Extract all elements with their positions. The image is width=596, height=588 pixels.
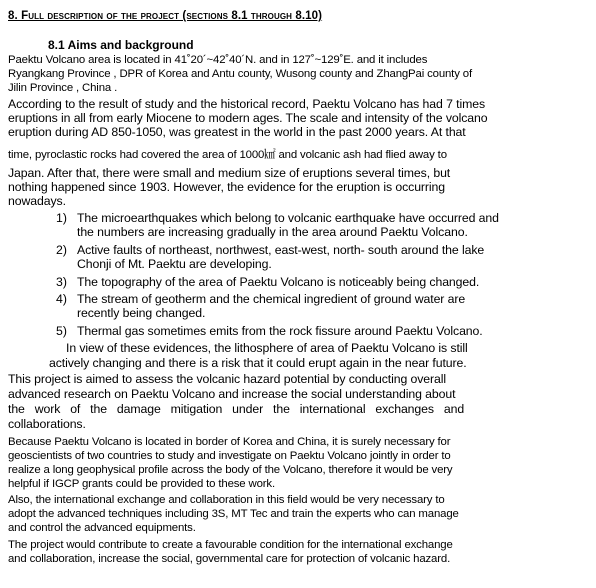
paragraph-line: realize a long geophysical profile across the body of the Volcano, therefore it would be very <box>8 464 453 476</box>
paragraph-line: actively changing and there is a risk that it could erupt again in the near future. <box>49 356 467 370</box>
paragraph-line: Because Paektu Volcano is located in border of Korea and China, it is surely necessary for <box>8 436 451 448</box>
list-item-line: recently being changed. <box>77 306 206 320</box>
list-number: 2) <box>56 243 67 257</box>
paragraph-line: the work of the damage mitigation under the international exchanges and <box>8 402 465 416</box>
list-item-line: Chonji of Mt. Paektu are developing. <box>77 257 272 271</box>
list-item-line: Active faults of northeast, northwest, east-west, north- south around the lake <box>77 243 485 257</box>
paragraph-line: Also, the international exchange and collaboration in this field would be very necessary to <box>8 494 445 506</box>
paragraph-line: geoscientists of two countries to study and investigate on Paektu Volcano jointly in order to <box>8 450 451 462</box>
paragraph-line: and collaboration, increase the social, governmental care for protection of volcanic hazard. <box>8 553 451 565</box>
paragraph-line: and control the advanced equipments. <box>8 522 196 534</box>
section-title: 8. Full description of the project (sections 8.1 through 8.10) <box>8 10 323 22</box>
paragraph-line: eruption during AD 850-1050, was greatest in the world in the past 2000 years. At that <box>8 125 466 139</box>
paragraph-line: collaborations. <box>8 417 86 431</box>
paragraph-line: eruptions in all from early Miocene to modern ages. The scale and intensity of the volcano <box>8 111 488 125</box>
list-item-line: The microearthquakes which belong to volcanic earthquake have occurred and <box>77 211 499 225</box>
paragraph-line: In view of these evidences, the lithosphere of area of Paektu Volcano is still <box>66 341 468 355</box>
paragraph-line: helpful if IGCP grants could be provided to these work. <box>8 478 275 490</box>
paragraph-line: nothing happened since 1903. However, the evidence for the eruption is occurring <box>8 180 446 194</box>
paragraph-line: Ryangkang Province , DPR of Korea and Antu county, Wusong county and ZhangPai county of <box>8 68 472 80</box>
paragraph-line: This project is aimed to assess the volcanic hazard potential by conducting overall <box>8 372 447 386</box>
list-number: 5) <box>56 324 67 338</box>
list-number: 1) <box>56 211 67 225</box>
paragraph-line: The project would contribute to create a favourable condition for the international exchange <box>8 539 453 551</box>
paragraph-line: adopt the advanced techniques including 3S, MT Tec and train the experts who can manage <box>8 508 459 520</box>
list-item-line: The stream of geotherm and the chemical ingredient of ground water are <box>77 292 466 306</box>
paragraph-line: nowadays. <box>8 194 66 208</box>
paragraph-line: Paektu Volcano area is located in 41˚20´~42˚40´N. and in 127˚~129˚E. and it includes <box>8 54 428 66</box>
subheading: 8.1 Aims and background <box>48 38 194 52</box>
paragraph-line: time, pyroclastic rocks had covered the area of 1000㎢ and volcanic ash had flied away to <box>8 149 447 161</box>
list-item-line: The topography of the area of Paektu Volcano is noticeably being changed. <box>77 275 480 289</box>
paragraph-line: advanced research on Paektu Volcano and increase the social understanding about <box>8 387 456 401</box>
list-item-line: the numbers are increasing gradually in the area around Paektu Volcano. <box>77 225 468 239</box>
list-item-line: Thermal gas sometimes emits from the rock fissure around Paektu Volcano. <box>77 324 483 338</box>
list-number: 4) <box>56 292 67 306</box>
list-number: 3) <box>56 275 67 289</box>
paragraph-line: According to the result of study and the historical record, Paektu Volcano has had 7 times <box>8 97 486 111</box>
paragraph-line: Jilin Province , China . <box>8 82 118 94</box>
paragraph-line: Japan. After that, there were small and medium size of eruptions several times, but <box>8 166 451 180</box>
